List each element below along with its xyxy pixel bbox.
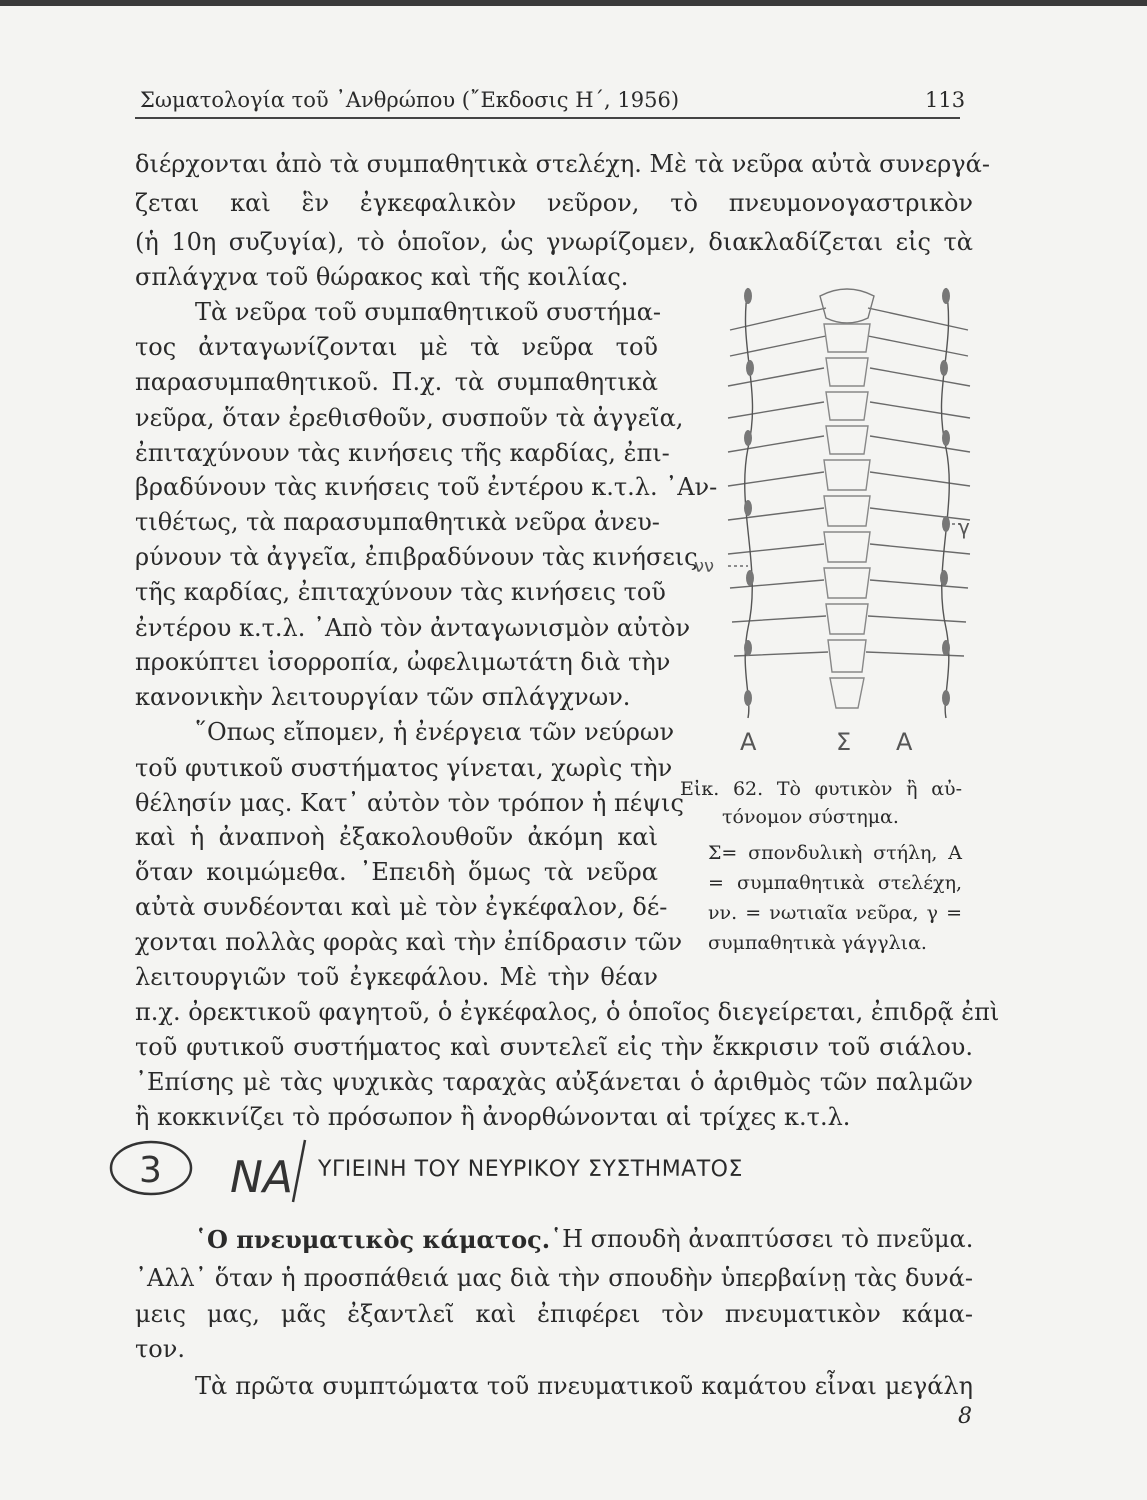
text-line: Τὰ νεῦρα τοῦ συμπαθητικοῦ συστήμα- — [195, 298, 662, 326]
text-line: ῾Η σπουδὴ ἀναπτύσσει τὸ πνεῦμα. — [550, 1225, 974, 1253]
text-line: π.χ. ὀρεκτικοῦ φαγητοῦ, ὁ ἐγκέφαλος, ὁ ὁποῖος διεγείρεται, ἐπιδρᾷ ἐπὶ — [135, 998, 1000, 1026]
label-nu-nu: νν — [694, 556, 715, 577]
figure-caption-line: τόνομον σύστημα. — [722, 806, 899, 828]
text-line: τοῦ φυτικοῦ συστήματος καὶ συντελεῖ εἰς τὴν ἔκκρισιν τοῦ σιάλου. — [135, 1033, 973, 1061]
text-line: ἢ κοκκινίζει τὸ πρόσωπον ἢ ἀνορθώνονται αἱ τρίχες κ.τ.λ. — [135, 1103, 851, 1131]
autonomic-system-figure — [694, 268, 976, 773]
text-line: Τὰ πρῶτα συμπτώματα τοῦ πνευματικοῦ καμάτου εἶναι μεγάλη — [195, 1372, 973, 1400]
folio-number: 8 — [958, 1404, 972, 1429]
text-line: ὅταν κοιμώμεθα. ᾿Επειδὴ ὅμως τὰ νεῦρα — [135, 858, 658, 886]
label-sigma: Σ — [836, 728, 852, 756]
text-line: ᾿Αλλ᾿ ὅταν ἡ προσπάθειά μας διὰ τὴν σπουδὴν ὑπερβαίνῃ τὰς δυνά- — [135, 1264, 973, 1292]
text-line: καὶ ἡ ἀναπνοὴ ἐξακολουθοῦν ἀκόμη καὶ — [135, 823, 658, 851]
text-line: τος ἀνταγωνίζονται μὲ τὰ νεῦρα τοῦ — [135, 333, 658, 361]
slash-mark — [293, 1140, 305, 1202]
handwritten-annotation — [105, 1132, 320, 1204]
text-line: νεῦρα, ὅταν ἐρεθισθοῦν, συσποῦν τὰ ἀγγεῖα, — [135, 404, 684, 432]
text-line: τῆς καρδίας, ἐπιταχύνουν τὰς κινήσεις τοῦ — [135, 578, 666, 606]
scan-edge — [0, 0, 1147, 6]
text-line: προκύπτει ἰσορροπία, ὠφελιμωτάτη διὰ τὴν — [135, 648, 671, 676]
circled-number: 3 — [139, 1150, 162, 1191]
handwritten-text: ΝΑ — [230, 1152, 294, 1203]
figure-caption-line: Σ= σπονδυλικὴ στήλη, Α — [708, 842, 962, 864]
text-line: χονται πολλὰς φορὰς καὶ τὴν ἐπίδρασιν τῶν — [135, 928, 683, 956]
text-line: ᾿Επίσης μὲ τὰς ψυχικὰς ταραχὰς αὐξάνεται ὁ ἀριθμὸς τῶν παλμῶν — [135, 1068, 973, 1096]
text-line: κανονικὴν λειτουργίαν τῶν σπλάγχνων. — [135, 683, 631, 711]
text-line: (ἡ 10η συζυγία), τὸ ὁποῖον, ὡς γνωρίζομεν, διακλαδίζεται εἰς τὰ — [135, 228, 973, 256]
text-line: λειτουργιῶν τοῦ ἐγκεφάλου. Μὲ τὴν θέαν — [135, 963, 658, 991]
figure-caption-line: συμπαθητικὰ γάγγλια. — [708, 932, 927, 954]
ganglia — [744, 288, 950, 706]
text-line: βραδύνουν τὰς κινήσεις τοῦ ἐντέρου κ.τ.λ. ᾿Αν- — [135, 473, 718, 501]
figure-caption-line: Εἰκ. 62. Τὸ φυτικὸν ἢ αὐ- — [680, 778, 962, 800]
label-gamma: γ — [958, 515, 970, 539]
text-line: ρύνουν τὰ ἀγγεῖα, ἐπιβραδύνουν τὰς κινήσεις — [135, 543, 698, 571]
section-heading: ΥΓΙΕΙΝΗ ΤΟΥ ΝΕΥΡΙΚΟΥ ΣΥΣΤΗΜΑΤΟΣ — [318, 1157, 743, 1182]
figure-caption-line: = συμπαθητικὰ στελέχη, — [708, 872, 962, 894]
text-line: παρασυμπαθητικοῦ. Π.χ. τὰ συμπαθητικὰ — [135, 368, 658, 396]
text-line: μεις μας, μᾶς ἐξαντλεῖ καὶ ἐπιφέρει τὸν πνευματικὸν κάμα- — [135, 1300, 973, 1328]
figure-caption-line: νν. = νωτιαῖα νεῦρα, γ = — [708, 902, 962, 924]
text-line: ῞Οπως εἴπομεν, ἡ ἐνέργεια τῶν νεύρων — [195, 718, 675, 746]
text-line: ἐπιταχύνουν τὰς κινήσεις τῆς καρδίας, ἐπι- — [135, 439, 670, 467]
text-line: θέλησίν μας. Κατ᾿ αὐτὸν τὸν τρόπον ἡ πέψις — [135, 789, 684, 817]
running-head: Σωματολογία τοῦ ᾿Ανθρώπου (῎Εκδοσις Η΄, 1956) — [140, 88, 680, 112]
bold-lead: ῾Ο πνευματικὸς κάματος. — [195, 1225, 551, 1254]
label-alpha-right: Α — [896, 728, 913, 756]
text-line: σπλάγχνα τοῦ θώρακος καὶ τῆς κοιλίας. — [135, 263, 629, 291]
label-alpha-left: Α — [740, 728, 757, 756]
text-line: τιθέτως, τὰ παρασυμπαθητικὰ νεῦρα ἀνευ- — [135, 508, 660, 536]
text-line: αὐτὰ συνδέονται καὶ μὲ τὸν ἐγκέφαλον, δέ- — [135, 893, 668, 921]
text-line: τον. — [135, 1335, 185, 1363]
text-line: διέρχονται ἀπὸ τὰ συμπαθητικὰ στελέχη. Μὲ τὰ νεῦρα αὐτὰ συνεργά- — [135, 150, 990, 178]
text-line: ἐντέρου κ.τ.λ. ᾿Απὸ τὸν ἀνταγωνισμὸν αὐτὸν — [135, 614, 691, 642]
header-rule — [135, 117, 960, 119]
section-first-line — [195, 1225, 973, 1254]
text-line: τοῦ φυτικοῦ συστήματος γίνεται, χωρὶς τὴν — [135, 754, 673, 782]
text-line: ζεται καὶ ἓν ἐγκεφαλικὸν νεῦρον, τὸ πνευμονογαστρικὸν — [135, 189, 973, 217]
page-number: 113 — [925, 88, 966, 112]
